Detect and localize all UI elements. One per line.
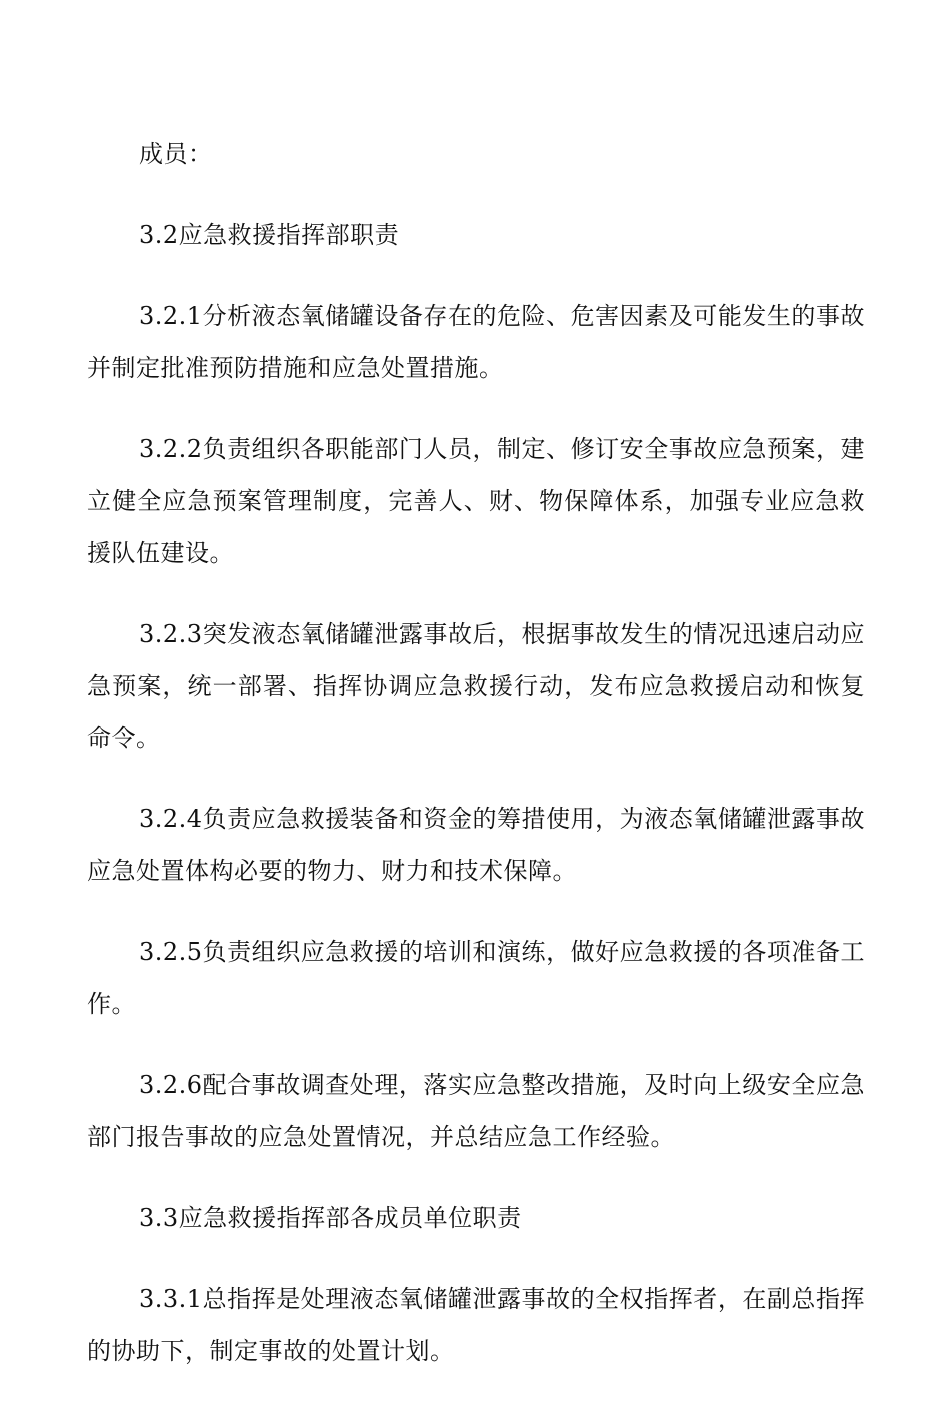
paragraph-3-3-1: 3.3.1总指挥是处理液态氧储罐泄露事故的全权指挥者，在副总指挥的协助下，制定事故的处置计划。 [87,1285,865,1365]
paragraph-3-2-5: 3.2.5负责组织应急救援的培训和演练，做好应急救援的各项准备工作。 [87,938,865,1018]
paragraph-members: 成员： [139,140,213,168]
document-body [87,128,865,1406]
paragraph-3-2-3: 3.2.3突发液态氧储罐泄露事故后，根据事故发生的情况迅速启动应急预案，统一部署、指挥协调应急救援行动，发布应急救援启动和恢复命令。 [87,620,865,752]
paragraph-3-2-4: 3.2.4负责应急救援装备和资金的筹措使用，为液态氧储罐泄露事故应急处置体构必要的物力、财力和技术保障。 [87,805,865,885]
heading-3-2: 3.2应急救援指挥部职责 [139,221,400,249]
heading-3-3: 3.3应急救援指挥部各成员单位职责 [139,1204,522,1232]
paragraph-3-2-2: 3.2.2负责组织各职能部门人员，制定、修订安全事故应急预案，建立健全应急预案管理制度，完善人、财、物保障体系，加强专业应急救援队伍建设。 [87,435,865,567]
paragraph-3-2-1: 3.2.1分析液态氧储罐设备存在的危险、危害因素及可能发生的事故并制定批准预防措施和应急处置措施。 [87,302,865,382]
paragraph-3-2-6: 3.2.6配合事故调查处理，落实应急整改措施，及时向上级安全应急部门报告事故的应急处置情况，并总结应急工作经验。 [87,1071,865,1151]
